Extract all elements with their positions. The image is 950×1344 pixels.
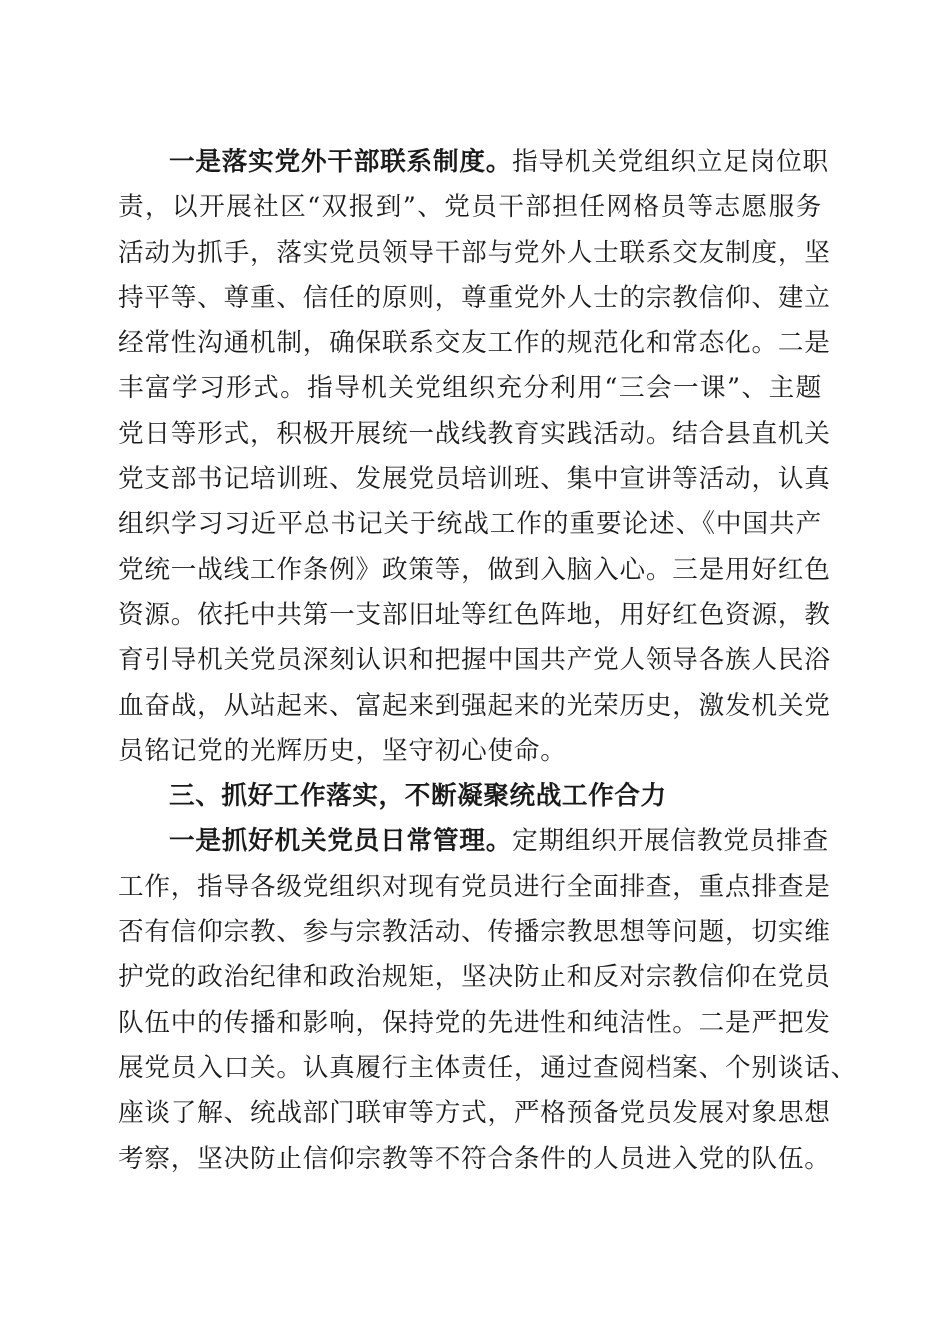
paragraph-line: 队伍中的传播和影响，保持党的先进性和纯洁性。二是严把发 [118, 1007, 831, 1038]
paragraph-line: 展党员入口关。认真履行主体责任，通过查阅档案、个别谈话、 [118, 1052, 858, 1083]
paragraph-line: 经常性沟通机制，确保联系交友工作的规范化和常态化。二是 [118, 328, 831, 359]
paragraph-lead: 一是抓好机关党员日常管理。 [169, 826, 513, 857]
paragraph-line: 丰富学习形式。指导机关党组织充分利用“三会一课”、主题 [118, 373, 822, 404]
paragraph-line: 持平等、尊重、信任的原则，尊重党外人士的宗教信仰、建立 [118, 282, 831, 313]
paragraph-line: 护党的政治纪律和政治规矩，坚决防止和反对宗教信仰在党员 [118, 962, 831, 993]
paragraph-line: 血奋战，从站起来、富起来到强起来的光荣历史，激发机关党 [118, 690, 831, 721]
paragraph-line: 考察，坚决防止信仰宗教等不符合条件的人员进入党的队伍。 [118, 1143, 831, 1174]
document-body [118, 140, 858, 1182]
paragraph-line: 育引导机关党员深刻认识和把握中国共产党人领导各族人民浴 [118, 645, 831, 676]
paragraph-line: 党统一战线工作条例》政策等，做到入脑入心。三是用好红色 [118, 554, 831, 585]
paragraph-line: 员铭记党的光辉历史，坚守初心使命。 [118, 735, 567, 766]
paragraph-line: 组织学习习近平总书记关于统战工作的重要论述、《中国共产 [118, 509, 822, 540]
paragraph-line: 一是落实党外干部联系制度。指导机关党组织立足岗位职 [169, 147, 829, 177]
paragraph-line: 活动为抓手，落实党员领导干部与党外人士联系交友制度，坚 [118, 237, 831, 268]
paragraph-lead: 一是落实党外干部联系制度。 [169, 147, 513, 177]
section-heading: 三、抓好工作落实，不断凝聚统战工作合力 [169, 781, 667, 812]
paragraph-line: 工作，指导各级党组织对现有党员进行全面排查，重点排查是 [118, 871, 831, 902]
paragraph-line: 一是抓好机关党员日常管理。定期组织开展信教党员排查 [169, 826, 829, 857]
paragraph-line: 党日等形式，积极开展统一战线教育实践活动。结合县直机关 [118, 418, 831, 449]
paragraph-line: 责，以开展社区“双报到”、党员干部担任网格员等志愿服务 [118, 192, 822, 223]
paragraph-line: 资源。依托中共第一支部旧址等红色阵地，用好红色资源，教 [118, 599, 831, 630]
paragraph-line: 否有信仰宗教、参与宗教活动、传播宗教思想等问题，切实维 [118, 917, 831, 948]
paragraph-line: 党支部书记培训班、发展党员培训班、集中宣讲等活动，认真 [118, 464, 831, 495]
paragraph-line: 座谈了解、统战部门联审等方式，严格预备党员发展对象思想 [118, 1098, 831, 1129]
